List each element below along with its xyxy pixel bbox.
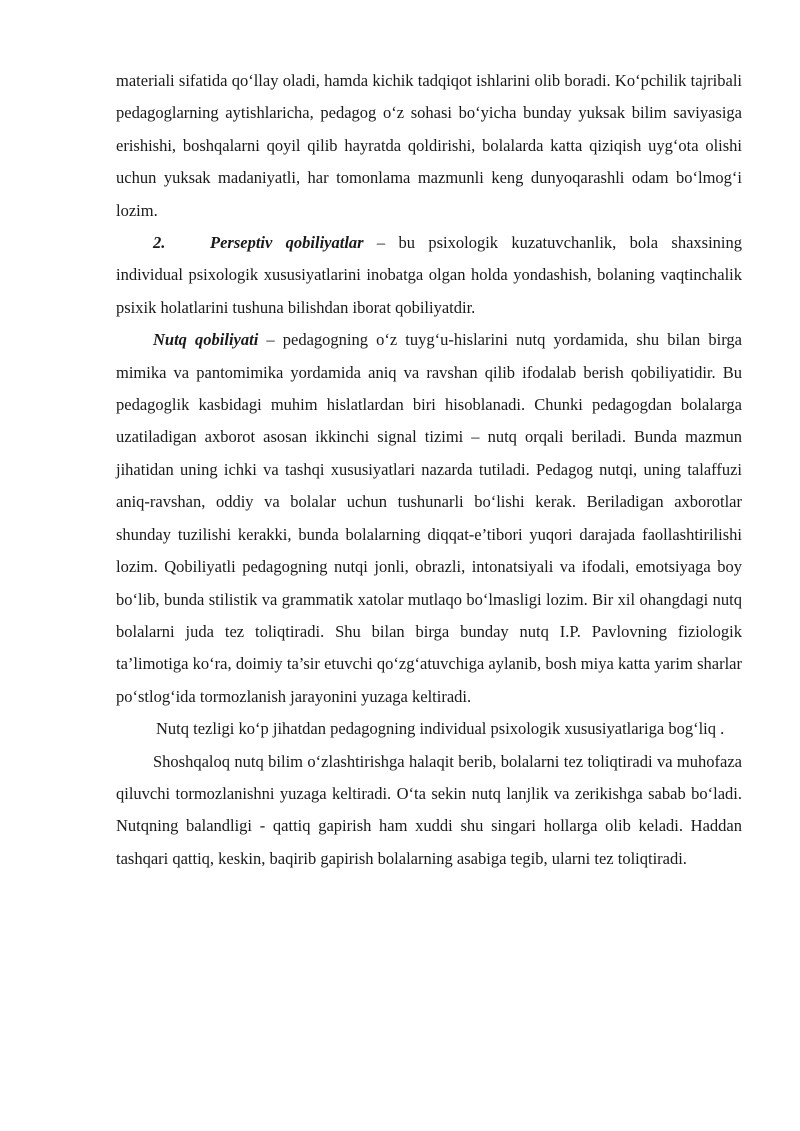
paragraph-speech-tempo: Nutq tezligi ko‘p jihatdan pedagogning individual psixologik xususiyatlariga bog‘liq .: [156, 719, 725, 739]
definition-speech-ability: – pedagogning o‘z tuyg‘u-hislarini nutq yordamida, shu bilan birga mimika va pantomimika yordamida aniq va ravshan qilib ifodalab berish qobiliyatidir. Bu pedagoglik kasbidagi muhim hislatlardan biri hisoblanadi. Chunki pedagogdan bolalarga uzatiladigan axborot asosan ikkinchi signal tizimi – nutq orqali beriladi. Bunda mazmun jihatidan uning ichki va tashqi xususiyatlari nazarda tutiladi. Pedagog nutqi, uning talaffuzi aniq-ravshan, oddiy va bolalar uchun tushunarli bo‘lishi kerak. Beriladigan axborotlar shunday tuzilishi kerakki, bunda bolalarning diqqat-e’tibori yuqori darajada faollashtirilishi lozim. Qobiliyatli pedagogning nutqi jonli, obrazli, intonatsiyali va ifodali, emotsiyaga boy bo‘lib, bunda stilistik va grammatik xatolar mutlaqo bo‘lmasligi lozim. Bir xil ohangdagi nutq bolalarni juda tez toliqtiradi. Shu bilan birga bunday nutq I.P. Pavlovning fiziologik ta’limotiga ko‘ra, doimiy ta’sir etuvchi qo‘zg‘atuvchiga aylanib, bosh miya katta yarim sharlar po‘stlog‘ida tormozlanish jarayonini yuzaga keltiradi.: [116, 330, 742, 706]
paragraph-continuation: materiali sifatida qo‘llay oladi, hamda kichik tadqiqot ishlarini olib boradi. Ko‘pchilik tajribali pedagoglarning aytishlaricha, pedagog o‘z sohasi bo‘yicha bunday yuksak bilim saviyasiga erishishi, boshqalarni qoyil qilib hayratda qoldirishi, bolalarda katta qiziqish uyg‘ota olishi uchun yuksak madaniyatli, har tomonlama mazmunli keng dunyoqarashli odam bo‘lmog‘i lozim.: [116, 71, 742, 220]
paragraph-hasty-speech: Shoshqaloq nutq bilim o‘zlashtirishga halaqit berib, bolalarni tez toliqtiradi va muhofaza qiluvchi tormozlanishni yuzaga keltiradi. O‘ta sekin nutq lanjlik va zerikishga sabab bo‘ladi. Nutqning balandligi - qattiq gapirish ham xuddi shu singari hollarga olib keladi. Haddan tashqari qattiq, keskin, baqirib gapirish bolalarning asabiga tegib, ularni tez toliqtiradi.: [116, 751, 742, 868]
numbered-paragraph-perceptive: [116, 227, 742, 324]
paragraph-speech-ability: [116, 324, 742, 713]
definition-perceptive: – bu psixologik kuzatuvchanlik, bola shaxsining individual psixologik xususiyatlarini inobatga olgan holda yondashish, bolaning vaqtinchalik psixik holatlarini tushuna bilishdan iborat qobiliyatdir.: [116, 233, 742, 317]
list-number: 2.: [153, 233, 166, 253]
term-perceptive-abilities: Perseptiv qobiliyatlar: [210, 233, 364, 253]
term-speech-ability: Nutq qobiliyati: [153, 330, 259, 350]
document-page: [116, 65, 742, 875]
